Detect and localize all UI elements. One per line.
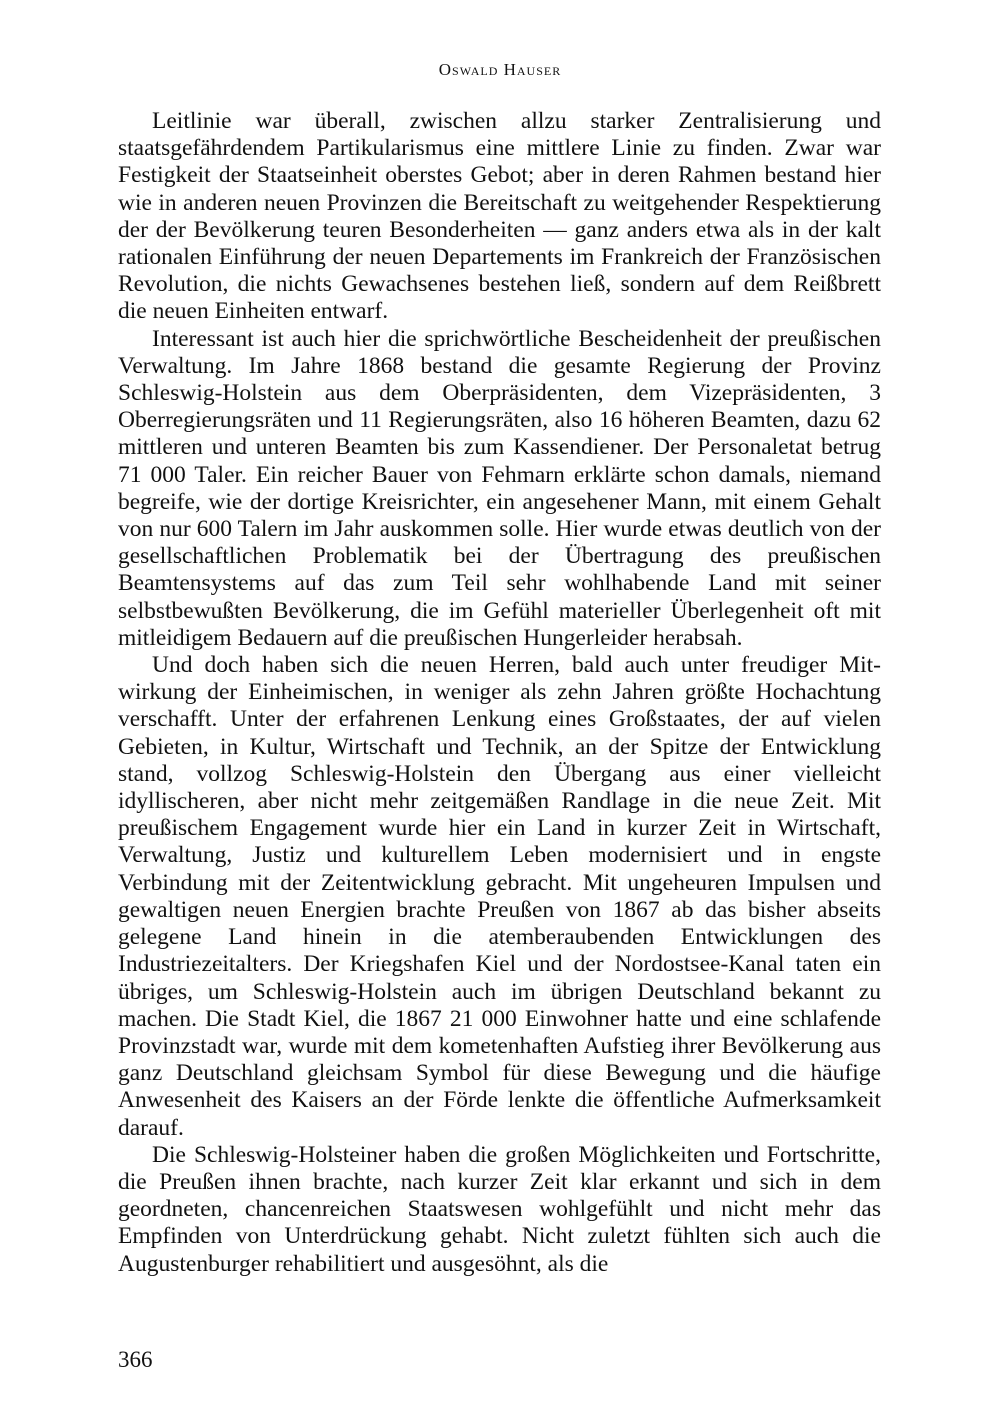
paragraph-2: Interessant ist auch hier die sprichwörtliche Bescheidenheit der preußischen Verwaltung. Im Jahre 1868 bestand die gesamte Regierung der Provinz Schleswig-Holstein aus dem Oberpräsidenten, dem Vizepräsidenten, 3 Oberregierungsräten und 11 Regierungsräten, also 16 höheren Beamten, dazu 62 mittleren und unteren Beamten bis zum Kassendiener. Der Personaletat betrug 71 000 Taler. Ein reicher Bauer von Fehmarn erklärte schon damals, niemand begreife, wie der dortige Kreisrichter, ein angesehener Mann, mit einem Gehalt von nur 600 Talern im Jahr auskommen solle. Hier wurde etwas deutlich von der gesellschaftlichen Problematik bei der Übertragung des preußischen Beamtensystems auf das zum Teil sehr wohlhabende Land mit seiner selbstbewußten Bevölkerung, die im Gefühl materieller Überlegenheit oft mit mitleidigem Bedauern auf die preußischen Hungerleider herabsah.: [118, 325, 881, 651]
body-text: [118, 108, 881, 1278]
running-head: Oswald Hauser: [438, 60, 562, 79]
paragraph-4: Die Schleswig-Holsteiner haben die großen Möglichkeiten und Fortschritte, die Preußen ihnen brachte, nach kurzer Zeit klar erkannt und sich in dem geordneten, chancenreichen Staatswesen wohlgefühlt und nicht mehr das Empfinden von Unterdrückung gehabt. Nicht zuletzt fühlten sich auch die Augustenburger rehabilitiert und ausgesöhnt, als die: [118, 1141, 881, 1277]
paragraph-1: Leitlinie war überall, zwischen allzu starker Zentralisierung und staatsgefährdendem Partikularismus eine mittlere Linie zu finden. Zwar war Festigkeit der Staatseinheit oberstes Gebot; aber in deren Rahmen bestand hier wie in anderen neuen Provinzen die Bereitschaft zu weitgehender Respektierung der der Bevölkerung teuren Besonderheiten — ganz anders etwa als in der kalt rationalen Einführung der neuen Departements im Frankreich der Französischen Revolution, die nichts Gewachsenes bestehen ließ, sondern auf dem Reißbrett die neuen Einheiten entwarf.: [118, 108, 881, 325]
page-number: 366: [118, 1347, 153, 1372]
paragraph-3: Und doch haben sich die neuen Herren, bald auch unter freudiger Mitwirkung der Einheimischen, in weniger als zehn Jahren größte Hochachtung verschafft. Unter der erfahrenen Lenkung eines Großstaates, der auf vielen Gebieten, in Kultur, Wirtschaft und Technik, an der Spitze der Entwicklung stand, vollzog Schleswig-Holstein den Übergang aus einer vielleicht idyllischeren, aber nicht mehr zeitgemäßen Randlage in die neue Zeit. Mit preußischem Engagement wurde hier ein Land in kurzer Zeit in Wirtschaft, Verwaltung, Justiz und kulturellem Leben modernisiert und in engste Verbindung mit der Zeitentwicklung gebracht. Mit ungeheuren Impulsen und gewaltigen neuen Energien brachte Preußen von 1867 ab das bisher abseits gelegene Land hinein in die atemberaubenden Entwicklungen des Industriezeitalters. Der Kriegshafen Kiel und der Nordostsee-Kanal taten ein übriges, um Schleswig-Holstein auch im übrigen Deutschland bekannt zu machen. Die Stadt Kiel, die 1867 21 000 Einwohner hatte und eine schlafende Provinzstadt war, wurde mit dem kometenhaften Aufstieg ihrer Bevölkerung aus ganz Deutschland gleichsam Symbol für diese Bewegung und die häufige Anwesenheit des Kaisers an der Förde lenkte die öffentliche Aufmerksamkeit darauf.: [118, 652, 881, 1141]
